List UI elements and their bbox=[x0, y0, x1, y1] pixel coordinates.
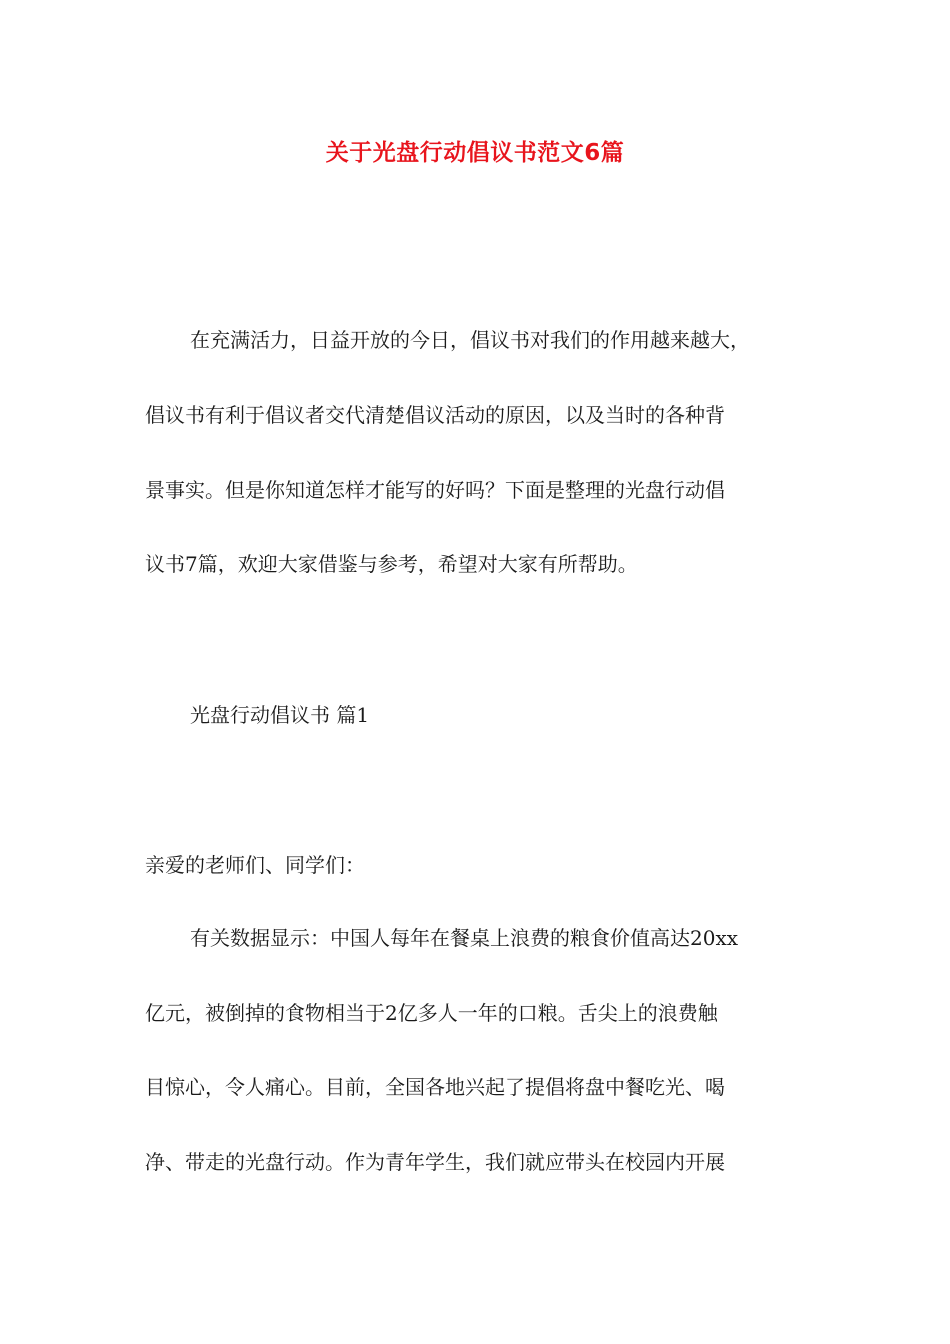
section-heading: 光盘行动倡议书 篇1 bbox=[190, 703, 370, 727]
body-line: 目惊心，令人痛心。目前，全国各地兴起了提倡将盘中餐吃光、喝 bbox=[145, 1075, 725, 1099]
intro-line: 在充满活力，日益开放的今日，倡议书对我们的作用越来越大， bbox=[190, 328, 750, 352]
salutation: 亲爱的老师们、同学们： bbox=[145, 853, 365, 877]
body-line: 亿元，被倒掉的食物相当于2亿多人一年的口粮。舌尖上的浪费触 bbox=[145, 1001, 718, 1025]
intro-line: 倡议书有利于倡议者交代清楚倡议活动的原因，以及当时的各种背 bbox=[145, 403, 725, 427]
intro-line: 议书7篇，欢迎大家借鉴与参考，希望对大家有所帮助。 bbox=[145, 552, 638, 576]
body-line: 有关数据显示：中国人每年在餐桌上浪费的粮食价值高达20xx bbox=[190, 926, 739, 950]
intro-line: 景事实。但是你知道怎样才能写的好吗？下面是整理的光盘行动倡 bbox=[145, 478, 725, 502]
document-title: 关于光盘行动倡议书范文6篇 bbox=[325, 140, 625, 166]
body-line: 净、带走的光盘行动。作为青年学生，我们就应带头在校园内开展 bbox=[145, 1150, 725, 1174]
